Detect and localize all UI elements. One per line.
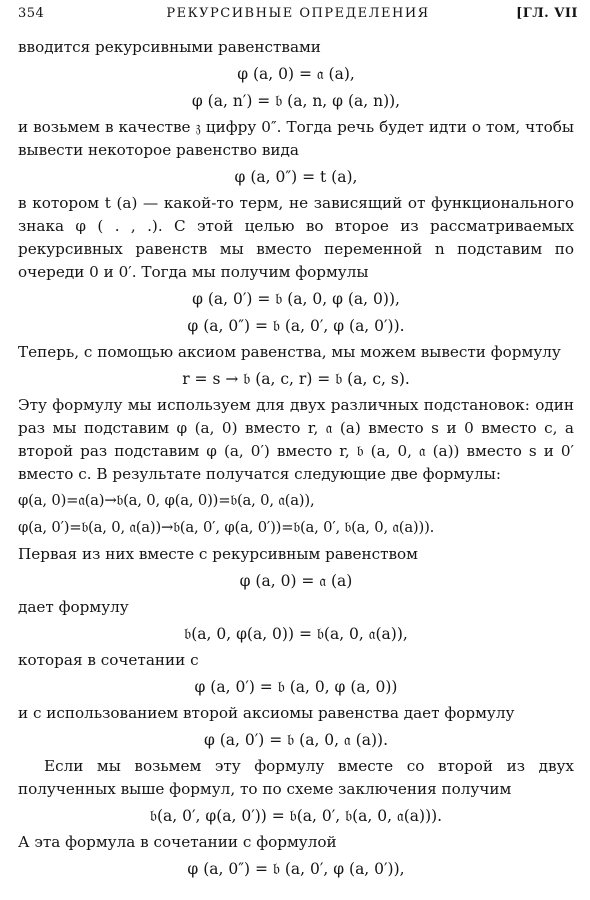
formula: φ (a, 0″) = 𝔟 (a, 0′, φ (a, 0′)),: [187, 860, 405, 878]
paragraph: Эту формулу мы используем для двух различных подстановок: один раз мы подставим φ (a, 0) вместо r, 𝔞 (a) вместо s и 0 вместо c, а второй раз подставим φ (a, 0′) вместо r, 𝔟 (a, 0, 𝔞 (a)) вместо s и 0′ вместо c. В результате получатся следующие две формулы:: [18, 396, 574, 483]
chapter-label: [ГЛ. VII: [516, 6, 578, 21]
formula: φ (a, 0) = 𝔞 (a): [239, 572, 353, 590]
paragraph: и с использованием второй аксиомы равенства дает формулу: [18, 704, 515, 722]
paragraph: вводится рекурсивными равенствами: [18, 38, 321, 56]
formula: φ(a, 0′)=𝔟(a, 0, 𝔞(a))→𝔟(a, 0′, φ(a, 0′))=𝔟(a, 0′, 𝔟(a, 0, 𝔞(a))).: [18, 519, 435, 536]
paragraph: А эта формула в сочетании с формулой: [18, 833, 337, 851]
paragraph: дает формулу: [18, 598, 129, 616]
formula: φ (a, 0′) = 𝔟 (a, 0, φ (a, 0)): [194, 678, 398, 696]
formula: r = s → 𝔟 (a, c, r) = 𝔟 (a, c, s).: [182, 370, 410, 388]
paragraph: Теперь, с помощью аксиом равенства, мы можем вывести формулу: [18, 343, 561, 361]
paragraph: и возьмем в качестве 𝔷 цифру 0″. Тогда речь будет идти о том, чтобы вывести некоторое равенство вида: [18, 118, 574, 159]
paragraph: Первая из них вместе с рекурсивным равенством: [18, 545, 418, 563]
paragraph: в котором t (a) — какой-то терм, не зависящий от функционального знака φ ( . , .). С этой целью во второе из рассматриваемых рекурсивных равенств мы вместо переменной n подставим по очереди 0 и 0′. Тогда мы получим формулы: [18, 194, 574, 281]
formula: φ (a, 0″) = 𝔟 (a, 0′, φ (a, 0′)).: [187, 317, 405, 335]
running-header: [18, 4, 578, 26]
paragraph: которая в сочетании с: [18, 651, 199, 669]
formula: φ (a, 0) = 𝔞 (a),: [237, 65, 355, 83]
running-title: РЕКУРСИВНЫЕ ОПРЕДЕЛЕНИЯ: [166, 6, 430, 21]
formula: 𝔟(a, 0′, φ(a, 0′)) = 𝔟(a, 0′, 𝔟(a, 0, 𝔞(a))).: [149, 807, 443, 825]
page-body: [18, 36, 574, 884]
formula: φ(a, 0)=𝔞(a)→𝔟(a, 0, φ(a, 0))=𝔟(a, 0, 𝔞(a)),: [18, 492, 315, 509]
formula: φ (a, 0′) = 𝔟 (a, 0, 𝔞 (a)).: [203, 731, 388, 749]
formula: φ (a, 0′) = 𝔟 (a, 0, φ (a, 0)),: [192, 290, 400, 308]
formula: 𝔟(a, 0, φ(a, 0)) = 𝔟(a, 0, 𝔞(a)),: [184, 625, 408, 643]
paragraph: Если мы возьмем эту формулу вместе со второй из двух полученных выше формул, то по схеме заключения получим: [18, 757, 574, 798]
formula: φ (a, 0″) = t (a),: [234, 168, 358, 186]
page-number: 354: [18, 6, 45, 21]
formula: φ (a, n′) = 𝔟 (a, n, φ (a, n)),: [191, 92, 401, 110]
